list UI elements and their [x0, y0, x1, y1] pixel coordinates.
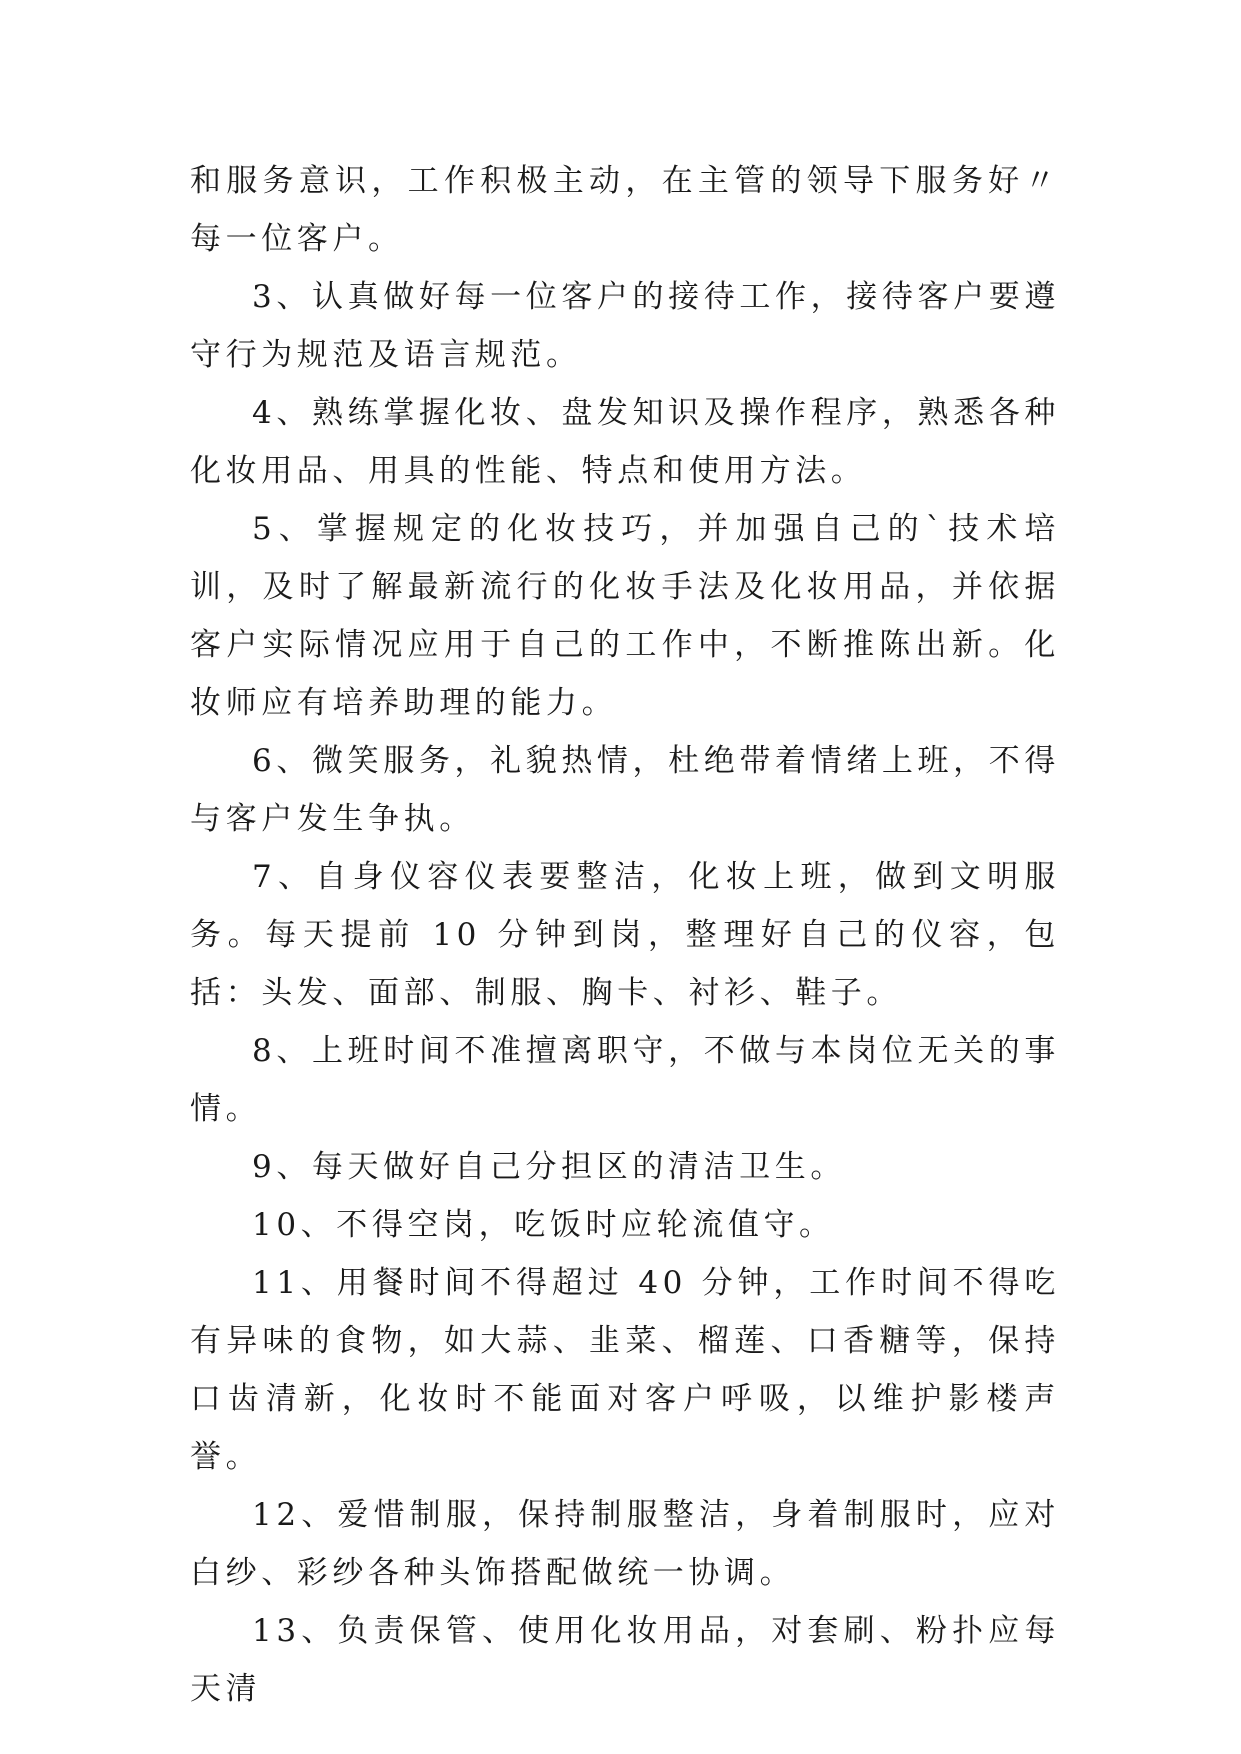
paragraph-item-3: 3、认真做好每一位客户的接待工作，接待客户要遵守行为规范及语言规范。 — [190, 279, 1060, 373]
paragraph-item-12: 12、爱惜制服，保持制服整洁，身着制服时，应对白纱、彩纱各种头饰搭配做统一协调。 — [190, 1497, 1060, 1591]
paragraph-item-11: 11、用餐时间不得超过 40 分钟，工作时间不得吃有异味的食物，如大蒜、韭菜、榴莲、口香糖等，保持口齿清新，化妆时不能面对客户呼吸，以维护影楼声誉。 — [190, 1265, 1060, 1475]
paragraph-item-5: 5、掌握规定的化妆技巧，并加强自己的`技术培训，及时了解最新流行的化妆手法及化妆用品，并依据客户实际情况应用于自己的工作中，不断推陈出新。化妆师应有培养助理的能力。 — [190, 511, 1060, 721]
paragraph-item-9: 9、每天做好自己分担区的清洁卫生。 — [252, 1149, 846, 1185]
document-page — [190, 152, 1060, 1718]
paragraph-item-4: 4、熟练掌握化妆、盘发知识及操作程序，熟悉各种化妆用品、用具的性能、特点和使用方法。 — [190, 395, 1060, 489]
paragraph-item-8: 8、上班时间不准擅离职守，不做与本岗位无关的事情。 — [190, 1033, 1060, 1127]
paragraph-item-7: 7、自身仪容仪表要整洁，化妆上班，做到文明服务。每天提前 10 分钟到岗，整理好自己的仪容，包括：头发、面部、制服、胸卡、衬衫、鞋子。 — [190, 859, 1060, 1011]
paragraph-item-10: 10、不得空岗，吃饭时应轮流值守。 — [252, 1207, 835, 1243]
paragraph-item-13: 13、负责保管、使用化妆用品，对套刷、粉扑应每天清 — [190, 1613, 1060, 1707]
paragraph-item-6: 6、微笑服务，礼貌热情，杜绝带着情绪上班，不得与客户发生争执。 — [190, 743, 1060, 837]
paragraph-continuation: 和服务意识，工作积极主动，在主管的领导下服务好〃每一位客户。 — [190, 163, 1060, 257]
